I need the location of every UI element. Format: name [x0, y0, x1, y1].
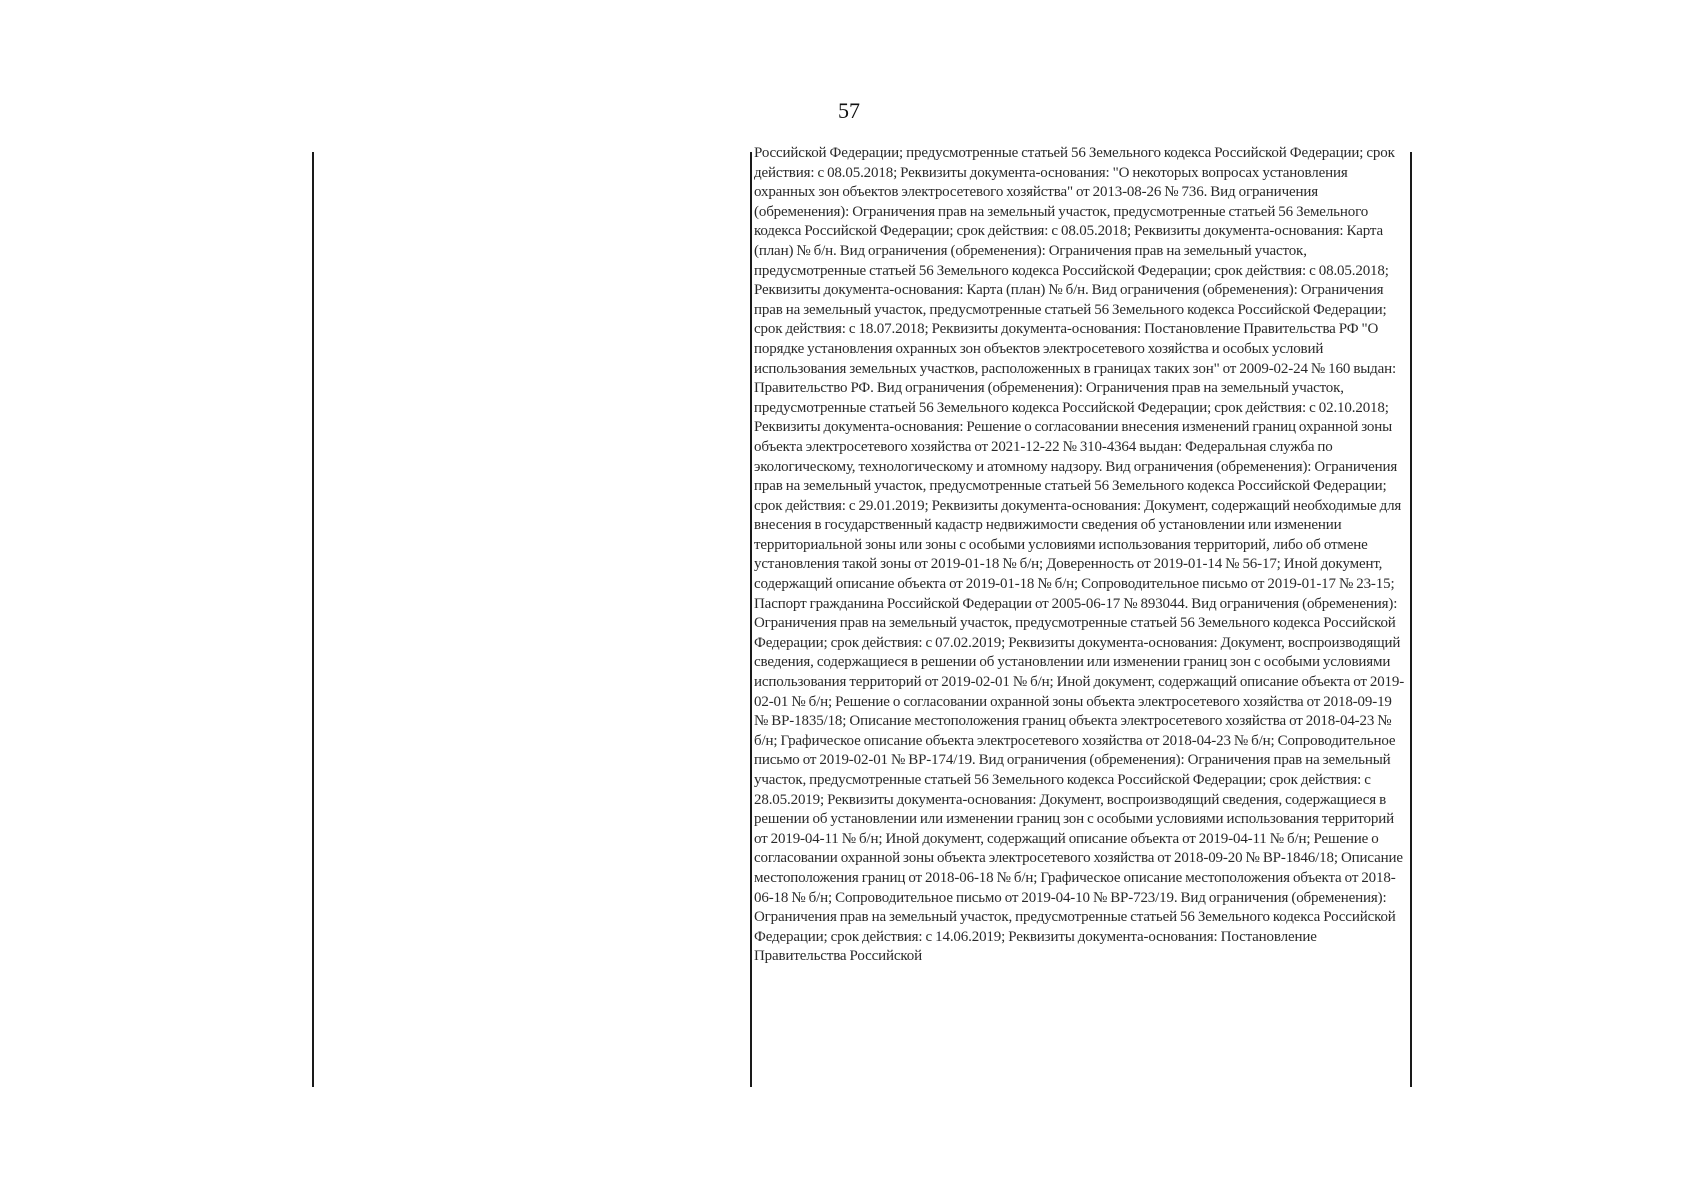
table-border-right [1410, 152, 1412, 1087]
page-number: 57 [838, 98, 860, 123]
table-column-divider [750, 152, 752, 1087]
restrictions-paragraph: Российской Федерации; предусмотренные статьей 56 Земельного кодекса Российской Федерации; срок действия: с 08.05.2018; Реквизиты документа-основания: "О некоторых вопросах установления охранных зон объектов электросетевого хозяйства" от 2013-08-26 № 736. Вид ограничения (обременения): Ограничения прав на земельный участок, предусмотренные статьей 56 Земельного кодекса Российской Федерации; срок действия: с 08.05.2018; Реквизиты документа-основания: Карта (план) № б/н. Вид ограничения (обременения): Ограничения прав на земельный участок, предусмотренные статьей 56 Земельного кодекса Российской Федерации; срок действия: с 08.05.2018; Реквизиты документа-основания: Карта (план) № б/н. Вид ограничения (обременения): Ограничения прав на земельный участок, предусмотренные статьей 56 Земельного кодекса Российской Федерации; срок действия: с 18.07.2018; Реквизиты документа-основания: Постановление Правительства РФ "О порядке установления охранных зон объектов электросетевого хозяйства и особых условий использования земельных участков, расположенных в границах таких зон" от 2009-02-24 № 160 выдан: Правительство РФ. Вид ограничения (обременения): Ограничения прав на земельный участок, предусмотренные статьей 56 Земельного кодекса Российской Федерации; срок действия: с 02.10.2018; Реквизиты документа-основания: Решение о согласовании внесения изменений границ охранной зоны объекта электросетевого хозяйства от 2021-12-22 № 310-4364 выдан: Федеральная служба по экологическому, технологическому и атомному надзору. Вид ограничения (обременения): Ограничения прав на земельный участок, предусмотренные статьей 56 Земельного кодекса Российской Федерации; срок действия: с 29.01.2019; Реквизиты документа-основания: Документ, содержащий необходимые для внесения в государственный кадастр недвижимости сведения об установлении или изменении территориальной зоны или зоны с особыми условиями использования территорий, либо об отмене установления такой зоны от 2019-01-18 № б/н; Доверенность от 2019-01-14 № 56-17; Иной документ, содержащий описание объекта от 2019-01-18 № б/н; Сопроводительное письмо от 2019-01-17 № 23-15; Паспорт гражданина Российской Федерации от 2005-06-17 № 893044. Вид ограничения (обременения): Ограничения прав на земельный участок, предусмотренные статьей 56 Земельного кодекса Российской Федерации; срок действия: с 07.02.2019; Реквизиты документа-основания: Документ, воспроизводящий сведения, содержащиеся в решении об установлении или изменении границ зон с особыми условиями использования территорий от 2019-02-01 № б/н; Иной документ, содержащий описание объекта от 2019-02-01 № б/н; Решение о согласовании охранной зоны объекта электросетевого хозяйства от 2018-09-19 № ВР-1835/18; Описание местоположения границ объекта электросетевого хозяйства от 2018-04-23 № б/н; Графическое описание объекта электросетевого хозяйства от 2018-04-23 № б/н; Сопроводительное письмо от 2019-02-01 № ВР-174/19. Вид ограничения (обременения): Ограничения прав на земельный участок, предусмотренные статьей 56 Земельного кодекса Российской Федерации; срок действия: с 28.05.2019; Реквизиты документа-основания: Документ, воспроизводящий сведения, содержащиеся в решении об установлении или изменении границ зон с особыми условиями использования территорий от 2019-04-11 № б/н; Иной документ, содержащий описание объекта от 2019-04-11 № б/н; Решение о согласовании охранной зоны объекта электросетевого хозяйства от 2018-09-20 № ВР-1846/18; Описание местоположения границ от 2018-06-18 № б/н; Графическое описание местоположения объекта от 2018-06-18 № б/н; Сопроводительное письмо от 2019-04-10 № ВР-723/19. Вид ограничения (обременения): Ограничения прав на земельный участок, предусмотренные статьей 56 Земельного кодекса Российской Федерации; срок действия: с 14.06.2019; Реквизиты документа-основания: Постановление Правительства Российской [754, 145, 1405, 965]
restrictions-table [312, 145, 1412, 1087]
table-cell-left [314, 152, 750, 1087]
table-cell-restrictions [754, 144, 1406, 1079]
